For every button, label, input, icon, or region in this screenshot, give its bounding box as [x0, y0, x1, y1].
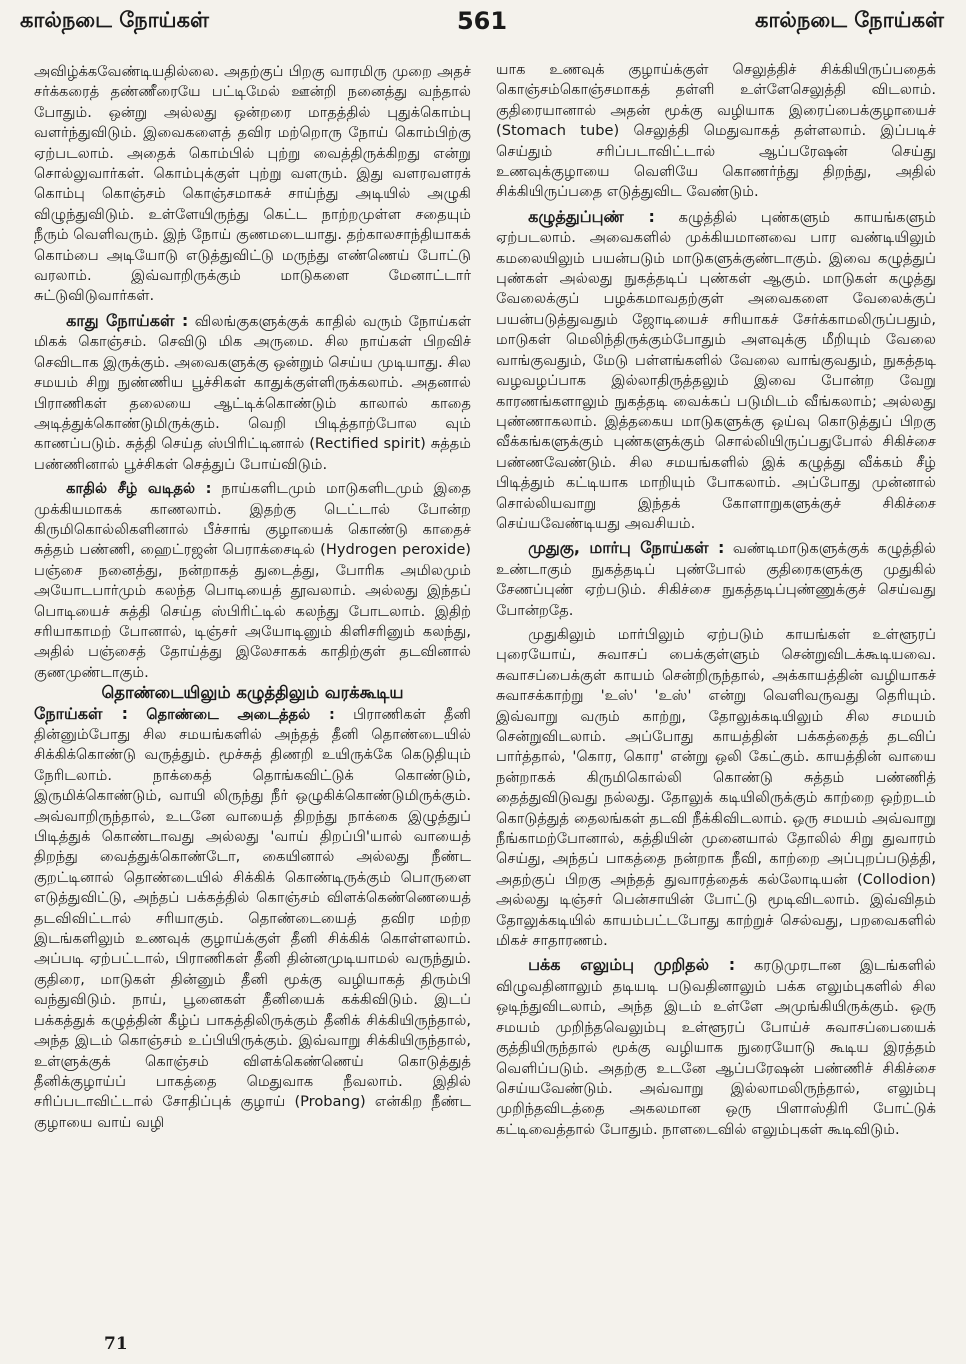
page-header	[20, 4, 944, 38]
section-neck-sores	[496, 207, 936, 535]
paragraph-text: பிராணிகள் தீனி தின்னும்போது சில சமயங்களில் அந்தத் தீனி தொண்டையில் சிக்கிக்கொண்டு வருத்தும். மூச்சுத் திணறி உயிருக்கே கெடுதியும் நேரிடலாம். நாக்கைத் தொங்கவிட்டுக் கொண்டும், இருமிக்கொண்டும், வாயி லிருந்து நீர் ஒழுகிக்கொண்டுமிருக்கும். அவ்வாறிருந்தால், உடனே வாயைத் திறந்து நாக்கை இழுத்துப் பிடித்துக் கொண்டாவது அல்லது 'வாய் திறப்பி'யால் வாயைத் திறந்து வைத்துக்கொண்டோ, கையினால் அல்லது நீண்ட குறட்டினால் தொண்டையில் சிக்கிக் கொண்டிருக்கும் பொருளை எடுத்துவிட்டு, அந்தப் பக்கத்தில் கொஞ்சம் விளக்கெண்ணெயைத் தடவிவிட்டால் சரியாகும். தொண்டையைத் தவிர மற்ற இடங்களிலும் உணவுக் குழாய்க்குள் தீனி சிக்கிக் கொள்ளலாம். அப்படி ஏற்பட்டால், பிராணிகள் தீனி தின்னமுடியாமல் வருந்தும். குதிரை, மாடுகள் தின்னும் தீனி மூக்கு வழியாகத் திரும்பி வந்துவிடும். நாய், பூனைகள் தீனியைக் கக்கிவிடும். இடப் பக்கத்துக் கழுத்தின் கீழ்ப் பாகத்திலிருக்கும் தீனிக் சிக்கியிருந்தால், அந்த இடம் கொஞ்சம் உப்பியிருக்கும். இவ்வாறு சிக்கியிருந்தால், உள்ளுக்குக் கொஞ்சம் விளக்கெண்ணெய் கொடுத்துத் தீனிக்குழாய்ப் பாகத்தை மெதுவாக நீவலாம். இதில் சரிப்படாவிட்டால் சோதிப்புக் குழாய் (Probang) என்கிற நீண்ட குழாயை வாய் வழி	[34, 705, 472, 1131]
subsection-heading: தொண்டை அடைத்தல் :	[146, 705, 335, 723]
section-choke	[34, 704, 471, 1134]
paragraph-text: வண்டிமாடுகளுக்குக் கழுத்தில் உண்டாகும் நுகத்தடிப் புண்போல் குதிரைகளுக்கு முதுகில் சேணப்புண் ஏற்படும். சிகிச்சை நுகத்தடிப்புண்ணுக்குச் செய்வது போன்றதே.	[496, 540, 937, 619]
section-heading: பக்க எலும்பு முறிதல் :	[528, 955, 736, 975]
section-heading-continued: நோய்கள் :	[34, 703, 128, 723]
section-back-chest	[496, 538, 936, 621]
paragraph-text: விலங்குகளுக்குக் காதில் வரும் நோய்கள் மிகக் கொஞ்சம். செவிடு மிக அருமை. சில நாய்கள் பிறவிச் செவிடாக இருக்கும். அவைகளுக்கு ஒன்றும் செய்ய முடியாது. சில சமயம் சிறு நுண்ணிய பூச்சிகள் காதுக்குள்ளிருக்கலாம். அதனால் பிராணிகள் தலையை ஆட்டிக்கொண்டும் காலால் காதை அடித்துக்கொண்டுமிருக்கும். வெறி பிடித்தாற்போல வும் காணப்படும். சுத்தி செய்த ஸ்பிரிட்டினால் (Rectified spirit) சுத்தம் பண்ணினால் பூச்சிகள் செத்துப் போய்விடும்.	[34, 312, 471, 473]
section-heading-throat: தொண்டையிலும் கழுத்திலும் வரக்கூடிய	[101, 683, 404, 703]
paragraph-text: நாய்களிடமும் மாடுகளிடமும் இதை முக்கியமாகக் காணலாம். இதற்கு டெட்டால் போன்ற கிருமிகொல்லிகளினால் பீச்சாங் குழாயைக் கொண்டு காதைச் சுத்தம் பண்ணி, ஹைட்ரஜன் பெராக்சைடில் (Hydrogen peroxide) பஞ்சை நனைத்து, நன்றாகத் துடைத்து, போரிக அமிலமும் அயோடபார்மும் கலந்த பொடியைத் தூவலாம். அல்லது இந்தப் பொடியைச் சுத்தி செய்த ஸ்பிரிட்டில் கலந்து போடலாம். இதிற் சரியாகாமற் போனால், டிஞ்சர் அயோடினும் கிளிசரினும் கலந்து, அதில் பஞ்சைத் தோய்த்து இலேசாகக் காதிற்குள் தடவினால் குணமுண்டாகும்.	[34, 480, 472, 681]
paragraph-text: கழுத்தில் புண்களும் காயங்களும் ஏற்படலாம். அவைகளில் முக்கியமானவை பார வண்டியிலும் கமலையிலும் பயன்படும் மாடுகளுக்குண்டாகும். இவை கழுத்துப் புண்கள் அல்லது நுகத்தடிப் புண்கள் ஆகும். மாடுகள் கழுத்து வேலைக்குப் பழக்கமாவதற்குள் அவைகளை வேலைக்குப் பயன்படுத்துவதும் ஜோடியைச் சரியாகச் சேர்க்காமலிருப்பதும், மாடுகள் மெலிந்திருக்கும்போதும் அளவுக்கு மீறியும் வேலை வாங்குவதும், மேடு பள்ளங்களில் வேலை வாங்குவதும், நுகத்தடி வழவழப்பாக இல்லாதிருத்தலும் இவை போன்ற வேறு காரணங்களாலும் நுகத்தடி வைக்கப் படுமிடம் வீங்கலாம்; அல்லது புண்ணாகலாம். இத்தகைய மாடுகளுக்கு ஒய்வு கொடுத்துப் பிறகு வீக்கங்களுக்கும் புண்களுக்கும் சொல்லியிருப்பதுபோல் சிகிச்சை பண்ணவேண்டும். சில சமயங்களில் இக் கழுத்து வீக்கம் சீழ் பிடித்தும் கட்டியாக மாறியும் போகலாம். அப்போது முன்னால் சொல்லியவாறு இந்தக் கோளாறுகளுக்குச் சிகிச்சை செய்யவேண்டியது அவசியம்.	[496, 208, 937, 532]
paragraph: முதுகிலும் மார்பிலும் ஏற்படும் காயங்கள் உள்ளூரப் புரையோய், சுவாசப் பைக்குள்ளும் சென்றுவிடக்கூடியவை. சுவாசப்பைக்குள் காயம் சென்றிருந்தால், அக்காயத்தின் வழியாகச் சுவாசக்காற்று 'உஸ்' 'உஸ்' என்று வெளிவருவது தெரியும். இவ்வாறு வரும் காற்று, தோலுக்கடியிலும் சில சமயம் சென்றுவிடலாம். அப்போது காயத்தின் பக்கத்தைத் தடவிப் பார்த்தால், 'கொர, கொர' என்று ஒலி கேட்கும். காயத்தின் வாயை நன்றாகக் கிருமிகொல்லி கொண்டு சுத்தம் பண்ணித் தைத்துவிடுவது நல்லது. தோலுக் கடியிலிருக்கும் காற்றை ஒற்றடம் கொடுத்துத் தைலங்கள் தடவி நீக்கிவிடலாம். ஒரு சமயம் அவ்வாறு நீங்காமற்போனால், கத்தியின் முனையால் தோலில் சிறு துவாரம் செய்து, அந்தப் பாகத்தை நன்றாக நீவி, காற்றை அப்புறப்படுத்தி, அதற்குப் பிறகு அந்தத் துவாரத்தைக் கல்லோடியன் (Collodion) அல்லது டிஞ்சர் பென்சாயின் போட்டு மூடிவிடலாம். இவ்விதம் தோலுக்கடியில் காயம்பட்டபோது காற்றுச் செல்வது, பறவைகளில் மிகச் சாதாரணம்.	[496, 625, 936, 950]
paragraph: அவிழ்க்கவேண்டியதில்லை. அதற்குப் பிறகு வாரமிரு முறை அதச் சர்க்கரைத் தண்ணீரையே பட்டிமேல் ஊன்றி நனைத்து வந்தால் போதும். ஒன்று அல்லது ஒன்றரை மாதத்தில் புதுக்கொம்பு வளர்ந்துவிடும். இவைகளைத் தவிர மற்றொரு நோய் கொம்பிற்கு ஏற்படலாம். அதைக் கொம்பில் புற்று வைத்திருக்கிறது என்று சொல்லுவார்கள். கொம்புக்குள் புற்று வளரும். இது வளரவளரக் கொம்பு கொஞ்சம் கொஞ்சமாகச் சாய்ந்து அடியில் அழுகி விழுந்துவிடும். உள்ளேயிருந்து கெட்ட நாற்றமுள்ள சதையும் நீரும் வெளிவரும். இந் நோய் குணமடையாது. தற்காலசாந்தியாகக் கொம்பை அடியோடு எடுத்துவிட்டு மருந்து எண்ணெய் போட்டு வரலாம். இவ்வாறிருக்கும் மாடுகளை மேனாட்டார் சுட்டுவிடுவார்கள்.	[34, 63, 471, 305]
running-title-left: கால்நடை நோய்கள்	[20, 7, 209, 32]
running-title-right: கால்நடை நோய்கள்	[755, 7, 944, 32]
section-heading: முதுகு, மார்பு நோய்கள் :	[528, 538, 725, 558]
section-heading: காது நோய்கள் :	[66, 310, 189, 330]
section-rib-fracture	[496, 955, 936, 1140]
section-ear-pus	[34, 479, 471, 683]
section-ear-diseases	[34, 311, 471, 475]
section-heading: கழுத்துப்புண் :	[528, 206, 655, 226]
signature-mark: 71	[104, 1334, 128, 1354]
paragraph: யாக உணவுக் குழாய்க்குள் செலுத்திச் சிக்கியிருப்பதைக் கொஞ்சம்கொஞ்சமாகத் தள்ளி உள்ளேசெலுத்தி விடலாம். குதிரையானால் அதன் மூக்கு வழியாக இரைப்பைக்குழாயைச் (Stomach tube) செலுத்தி மெதுவாகத் தள்ளலாம். இப்படிச் செய்தும் சரிப்படாவிட்டால் ஆப்பரேஷன் செய்து உணவுக்குழாயை வெளியே கொணர்ந்து திறந்து, அதில் சிக்கியிருப்பதை எடுத்துவிட வேண்டும்.	[496, 61, 936, 201]
subsection-heading: காதில் சீழ் வடிதல் :	[66, 480, 212, 498]
left-column	[34, 62, 471, 1133]
paragraph-text: கரடுமுரடான இடங்களில் விழுவதினாலும் தடியடி படுவதினாலும் பக்க எலும்புகளில் சில ஒடிந்துவிடலாம், அந்த இடம் உள்ளே அமுங்கியிருக்கும். ஒரு சமயம் முறிந்தவெலும்பு உள்ளூரப் போய்ச் சுவாசப்பையைக் குத்தியிருந்தால் மூக்கு வழியாக நுரையோடு கூடிய இரத்தம் வெளிப்படும். அதற்கு உடனே ஆப்பரேஷன் பண்ணிச் சிகிச்சை செய்யவேண்டும். அவ்வாறு இல்லாமலிருந்தால், எலும்பு முறிந்தவிடத்தை அகலமான ஒரு பிளாஸ்திரி போட்டுக் கட்டிவைத்தால் போதும். நாளடைவில் எலும்புகள் கூடிவிடும்.	[496, 957, 937, 1138]
right-column	[496, 60, 936, 1140]
page-number: 561	[456, 7, 508, 35]
